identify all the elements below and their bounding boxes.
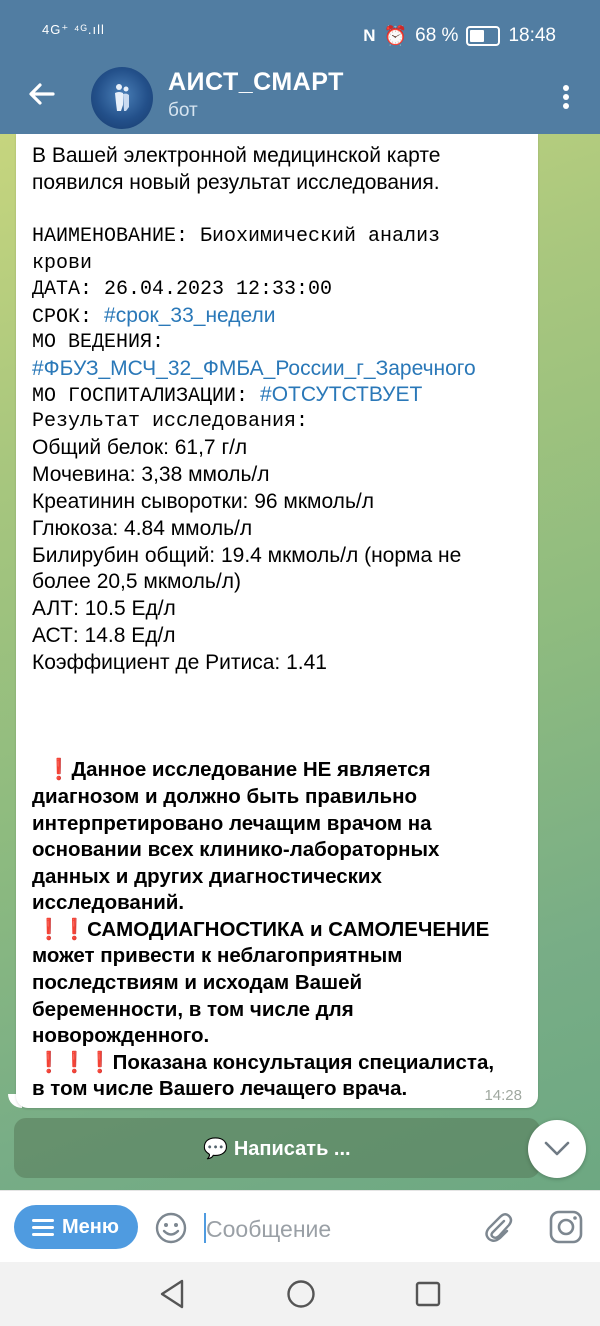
emoji-icon[interactable] bbox=[154, 1211, 188, 1245]
result-line: Общий белок: 61,7 г/л bbox=[32, 436, 248, 459]
message-text: крови bbox=[32, 252, 93, 275]
message-text: МО ВЕДЕНИЯ: bbox=[32, 331, 165, 354]
warning-line: ❗❗❗Показана консультация специалиста, bbox=[36, 1051, 495, 1074]
exclamation-icon: ❗ bbox=[46, 758, 72, 781]
scroll-down-button[interactable] bbox=[528, 1120, 586, 1178]
menu-button-label: Меню bbox=[62, 1216, 119, 1238]
result-line: Глюкоза: 4.84 ммоль/л bbox=[32, 517, 253, 540]
warning-line: диагнозом и должно быть правильно bbox=[32, 785, 418, 808]
result-line: Мочевина: 3,38 ммоль/л bbox=[32, 463, 270, 486]
result-line: Билирубин общий: 19.4 мкмоль/л (норма не bbox=[32, 544, 462, 567]
menu-button[interactable] bbox=[14, 1205, 138, 1249]
more-options-icon[interactable] bbox=[554, 82, 578, 114]
message-line bbox=[32, 383, 422, 408]
result-line: АСТ: 14.8 Ед/л bbox=[32, 624, 176, 647]
battery-icon bbox=[466, 26, 500, 46]
warning-line: данных и других диагностических bbox=[32, 865, 382, 888]
chat-subtitle: бот bbox=[168, 100, 198, 121]
menu-icon bbox=[32, 1219, 54, 1235]
result-line: более 20,5 мкмоль/л) bbox=[32, 570, 241, 593]
camera-icon[interactable] bbox=[548, 1209, 584, 1245]
message-bubble[interactable] bbox=[16, 134, 538, 1108]
warning-line: исследований. bbox=[32, 891, 185, 914]
nav-back-icon[interactable] bbox=[158, 1278, 186, 1310]
chat-area[interactable] bbox=[0, 134, 600, 1190]
alarm-icon: ⏰ bbox=[383, 26, 408, 47]
result-line: АЛТ: 10.5 Ед/л bbox=[32, 597, 176, 620]
warning-line: интерпретировано лечащим врачом на bbox=[32, 812, 432, 835]
hashtag-link[interactable]: #срок_33_недели bbox=[104, 304, 276, 327]
nfc-icon: N bbox=[363, 26, 376, 45]
term-label: СРОК: bbox=[32, 306, 105, 329]
warning-line: ❗❗САМОДИАГНОСТИКА и САМОЛЕЧЕНИЕ bbox=[36, 918, 490, 941]
message-input-bar bbox=[0, 1190, 600, 1263]
write-button[interactable] bbox=[14, 1118, 540, 1178]
attach-icon[interactable] bbox=[480, 1209, 514, 1245]
warning-line: может привести к неблагоприятным bbox=[32, 944, 403, 967]
status-bar bbox=[0, 0, 600, 62]
nav-home-icon[interactable] bbox=[286, 1279, 316, 1309]
chat-header bbox=[0, 62, 600, 134]
warning-line: беременности, в том числе для bbox=[32, 998, 354, 1021]
bot-avatar[interactable] bbox=[91, 67, 153, 129]
message-input[interactable] bbox=[204, 1209, 468, 1249]
result-line: Креатинин сыворотки: 96 мкмоль/л bbox=[32, 490, 374, 513]
result-line: Коэффициент де Ритиса: 1.41 bbox=[32, 651, 327, 674]
warning-line: в том числе Вашего лечащего врача. bbox=[32, 1077, 408, 1100]
message-text: ДАТА: 26.04.2023 12:33:00 bbox=[32, 278, 333, 301]
chat-title[interactable]: АИСТ_СМАРТ bbox=[168, 68, 344, 96]
system-nav-bar bbox=[0, 1262, 600, 1326]
exclamation-icon: ❗❗❗ bbox=[36, 1051, 113, 1074]
message-text: НАИМЕНОВАНИЕ: Биохимический анализ bbox=[32, 225, 441, 248]
hashtag-link[interactable]: #ФБУЗ_МСЧ_32_ФМБА_России_г_Заречного bbox=[32, 357, 476, 380]
battery-percent: 68 % bbox=[415, 25, 459, 46]
hashtag-link[interactable]: #ОТСУТСТВУЕТ bbox=[260, 383, 423, 406]
chevron-down-icon bbox=[544, 1140, 570, 1158]
exclamation-icon: ❗❗ bbox=[36, 918, 88, 941]
status-right bbox=[363, 24, 556, 48]
clock: 18:48 bbox=[508, 25, 556, 46]
warning-line: последствиям и исходам Вашей bbox=[32, 971, 363, 994]
message-text: Результат исследования: bbox=[32, 410, 309, 433]
message-line bbox=[32, 304, 276, 329]
message-text: В Вашей электронной медицинской карте bbox=[32, 144, 441, 167]
write-button-label: 💬 Написать ... bbox=[203, 1138, 351, 1160]
hosp-label: МО ГОСПИТАЛИЗАЦИИ: bbox=[32, 385, 261, 408]
message-text: появился новый результат исследования. bbox=[32, 171, 440, 194]
warning-line: основании всех клинико-лабораторных bbox=[32, 838, 440, 861]
signal-indicator: 4G⁺ ⁴ᴳ.ıll bbox=[42, 22, 105, 37]
warning-line: новорожденного. bbox=[32, 1024, 210, 1047]
warning-line: ❗Данное исследование НЕ является bbox=[46, 758, 431, 781]
nav-recents-icon[interactable] bbox=[414, 1280, 442, 1308]
message-time: 14:28 bbox=[484, 1087, 522, 1104]
back-arrow-icon[interactable] bbox=[22, 74, 62, 114]
